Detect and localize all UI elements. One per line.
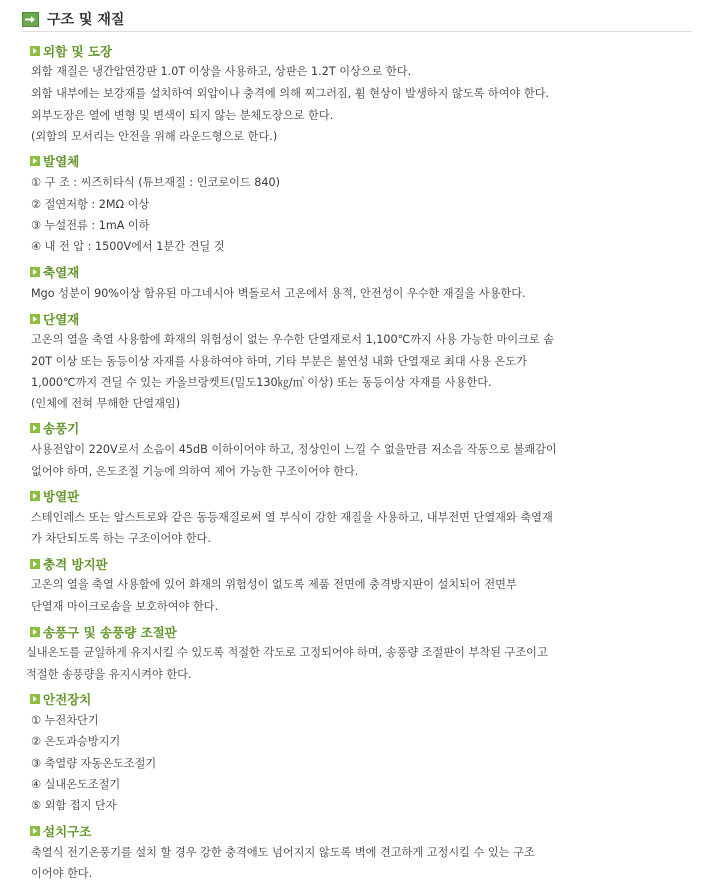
bullet-arrow-icon (30, 694, 40, 704)
page-title: 구조 및 재질 (47, 12, 125, 28)
header-divider (22, 31, 692, 32)
body-line: ④ 실내온도조절기 (31, 778, 121, 791)
body-line: 축열식 전기온풍기를 설치 할 경우 강한 충격에도 넘어지지 않도록 벽에 견고하게 고정시킬 수 있는 구조 (31, 846, 535, 859)
section-title-vent: 송풍구 및 송풍량 조절판 (30, 623, 177, 641)
body-line: 고온의 열을 축열 사용함에 화재의 위험성이 없는 우수한 단열재로서 1,100℃까지 사용 가능한 마이크로 솜 (31, 333, 555, 346)
body-line: 외함 재질은 냉간압연강판 1.0T 이상을 사용하고, 상판은 1.2T 이상으로 한다. (31, 65, 412, 78)
bullet-arrow-icon (30, 423, 40, 433)
section-title-impact-guard: 충격 방지판 (30, 555, 108, 573)
body-line: 사용전압이 220V로서 소음이 45dB 이하이어야 하고, 정상인이 느낄 수 없을만큼 저소음 작동으로 불쾌감이 (31, 443, 557, 456)
body-line: ③ 축열량 자동온도조절기 (31, 757, 157, 770)
bullet-arrow-icon (30, 826, 40, 836)
body-line: 단열재 마이크로솜을 보호하여야 한다. (31, 600, 219, 613)
section-title-heat-storage: 축열재 (30, 263, 79, 281)
section-title-heat-sink: 방열판 (30, 487, 79, 505)
bullet-arrow-icon (30, 46, 40, 56)
body-line: 외함 내부에는 보강재를 설치하여 외압이나 충격에 의해 찌그러짐, 휨 현상이 발생하지 않도록 하여야 한다. (31, 87, 550, 100)
body-line: 스테인레스 또는 알스트로와 같은 동등재질로써 열 부식이 강한 재질을 사용하고, 내부전면 단열재와 축열재 (31, 511, 553, 524)
body-line: ② 절연저항 : 2MΩ 이상 (31, 198, 150, 211)
body-line: ① 구 조 : 씨즈히타식 (튜브재질 : 인코로이드 840) (31, 176, 281, 189)
section-title-enclosure: 외함 및 도장 (30, 42, 112, 60)
section-title-safety: 안전장치 (30, 690, 91, 708)
body-line: 없어야 하며, 온도조절 기능에 의하여 제어 가능한 구조이어야 한다. (31, 465, 359, 478)
body-line: 이어야 한다. (31, 867, 93, 880)
body-line: 가 차단되도록 하는 구조이어야 한다. (31, 532, 211, 545)
body-line: (외함의 모서리는 안전을 위해 라운드형으로 한다.) (31, 130, 278, 143)
body-line: 외부도장은 열에 변형 및 변색이 되지 않는 분체도장으로 한다. (31, 109, 334, 122)
section-header (22, 8, 692, 30)
body-line: ④ 내 전 압 : 1500V에서 1분간 견딜 것 (31, 240, 225, 253)
bullet-arrow-icon (30, 627, 40, 637)
bullet-arrow-icon (30, 267, 40, 277)
bullet-arrow-icon (30, 314, 40, 324)
body-line: ⑤ 외함 접지 단자 (31, 799, 117, 812)
section-title-heater: 발열체 (30, 152, 79, 170)
bullet-arrow-icon (30, 156, 40, 166)
bullet-arrow-icon (30, 559, 40, 569)
body-line: 20T 이상 또는 동등이상 자재를 사용하여야 하며, 기타 부분은 불연성 내화 단열재로 최대 사용 온도가 (31, 355, 527, 368)
body-line: Mgo 성분이 90%이상 함유된 마그네시아 벽돌로서 고온에서 용적, 안전성이 우수한 재질을 사용한다. (31, 287, 526, 300)
bullet-arrow-icon (30, 491, 40, 501)
section-title-blower: 송풍기 (30, 419, 79, 437)
body-line: 실내온도를 균일하게 유지시킬 수 있도록 적절한 각도로 고정되어야 하며, 송풍량 조절판이 부착된 구조이고 (26, 646, 548, 659)
body-line: 고온의 열을 축열 사용함에 있어 화재의 위험성이 없도록 제품 전면에 충격방지판이 설치되어 전면부 (31, 578, 517, 591)
body-line: 적절한 송풍량을 유지시켜야 한다. (26, 668, 192, 681)
arrow-right-icon (22, 12, 39, 27)
section-title-installation: 설치구조 (30, 822, 91, 840)
body-line: (인체에 전혀 무해한 단열재임) (31, 397, 181, 410)
section-title-insulation: 단열재 (30, 310, 79, 328)
body-line: ② 온도과승방지기 (31, 735, 121, 748)
body-line: ① 누전차단기 (31, 714, 99, 727)
body-line: 1,000℃까지 견딜 수 있는 카올브랑켓트(밀도130㎏/㎥ 이상) 또는 동등이상 자재를 사용한다. (31, 376, 492, 389)
body-line: ③ 누설전류 : 1mA 이하 (31, 219, 150, 232)
